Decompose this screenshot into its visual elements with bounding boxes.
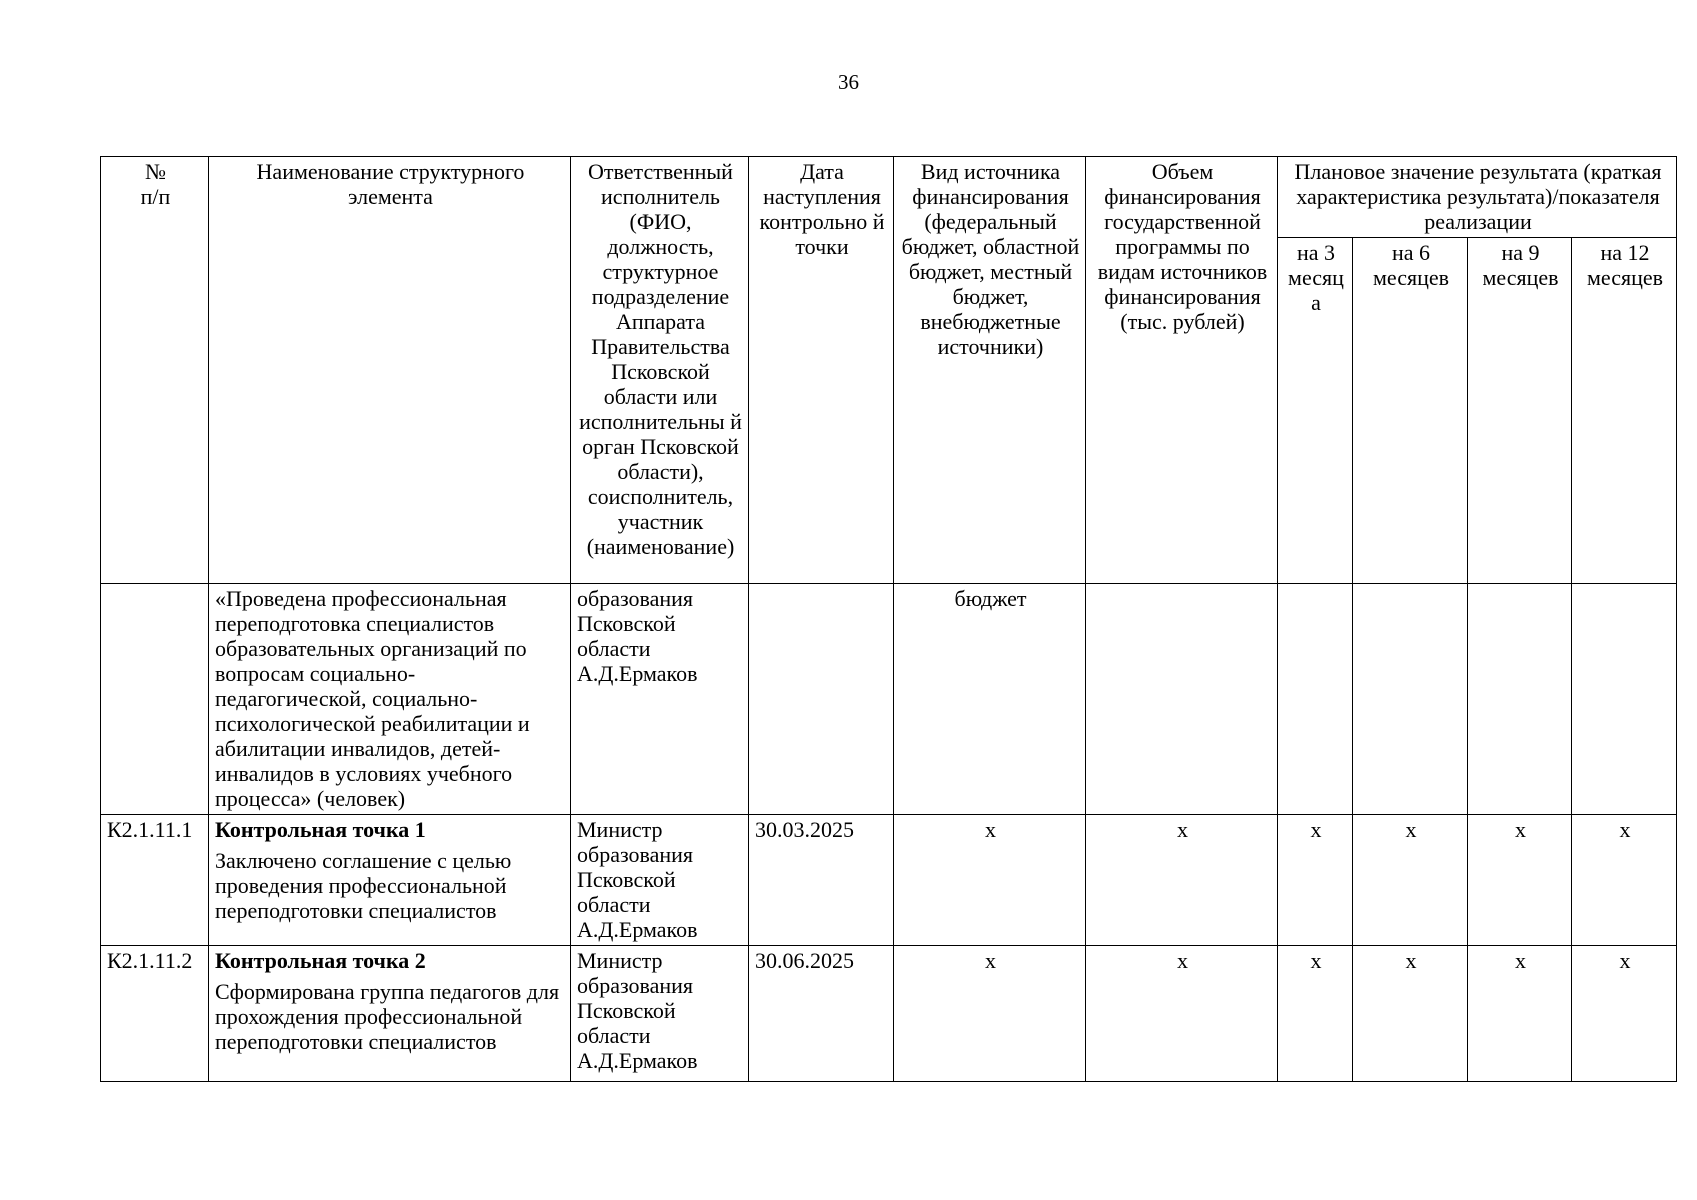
header-month-6: на 6 месяцев [1353,238,1468,584]
cell-source: х [894,946,1086,1082]
table-row [101,815,1677,946]
table-row [101,946,1677,1082]
cell-month-3: х [1278,815,1353,946]
header-month-12: на 12 месяцев [1572,238,1677,584]
header-responsible: Ответственный исполнитель (ФИО, должность, структурное подразделение Аппарата Правительства Псковской области или исполнительны й орган Псковской области), соисполнитель, участник (наименование) [571,157,749,584]
cell-month-6: х [1353,946,1468,1082]
control-point-description: Сформирована группа педагогов для прохождения профессиональной переподготовки специалистов [215,979,560,1054]
cell-month-9: х [1468,815,1572,946]
cell-month-6: х [1353,815,1468,946]
cell-month-9: х [1468,946,1572,1082]
cell-date [749,584,894,815]
header-volume: Объем финансирования государственной программы по видам источников финансирования (тыс. рублей) [1086,157,1278,584]
cell-responsible: образования Псковской области А.Д.Ермаков [571,584,749,815]
cell-date: 30.06.2025 [749,946,894,1082]
cell-month-12: х [1572,946,1677,1082]
cell-month-6 [1353,584,1468,815]
header-date: Дата наступления контрольно й точки [749,157,894,584]
control-point-title: Контрольная точка 1 [215,817,426,842]
header-month-9: на 9 месяцев [1468,238,1572,584]
cell-num [101,584,209,815]
cell-name [209,815,571,946]
cell-volume [1086,584,1278,815]
header-month-3: на 3 месяц а [1278,238,1353,584]
cell-num: К2.1.11.2 [101,946,209,1082]
header-name: Наименование структурного элемента [209,157,571,584]
control-points-table [100,156,1677,1082]
cell-month-3: х [1278,946,1353,1082]
cell-name: «Проведена профессиональная переподготовка специалистов образовательных организаций по вопросам социально-педагогической, социально-психологической реабилитации и абилитации инвалидов, детей-инвалидов в условиях учебного процесса» (человек) [209,584,571,815]
cell-month-12: х [1572,815,1677,946]
table-row-continuation [101,584,1677,815]
cell-responsible: Министр образования Псковской области А.Д.Ермаков [571,815,749,946]
header-planned: Плановое значение результата (краткая характеристика результата)/показателя реализации [1278,157,1677,238]
cell-name [209,946,571,1082]
cell-month-3 [1278,584,1353,815]
cell-volume: х [1086,946,1278,1082]
page-number: 36 [838,70,859,94]
header-num: № п/п [101,157,209,584]
control-point-title: Контрольная точка 2 [215,948,426,973]
cell-source: бюджет [894,584,1086,815]
cell-month-9 [1468,584,1572,815]
table-header-row [101,157,1677,238]
cell-responsible: Министр образования Псковской области А.Д.Ермаков [571,946,749,1082]
cell-source: х [894,815,1086,946]
control-point-description: Заключено соглашение с целью проведения профессиональной переподготовки специалистов [215,848,512,923]
header-source: Вид источника финансирования (федеральный бюджет, областной бюджет, местный бюджет, внебюджетные источники) [894,157,1086,584]
cell-month-12 [1572,584,1677,815]
cell-num: К2.1.11.1 [101,815,209,946]
cell-volume: х [1086,815,1278,946]
cell-date: 30.03.2025 [749,815,894,946]
